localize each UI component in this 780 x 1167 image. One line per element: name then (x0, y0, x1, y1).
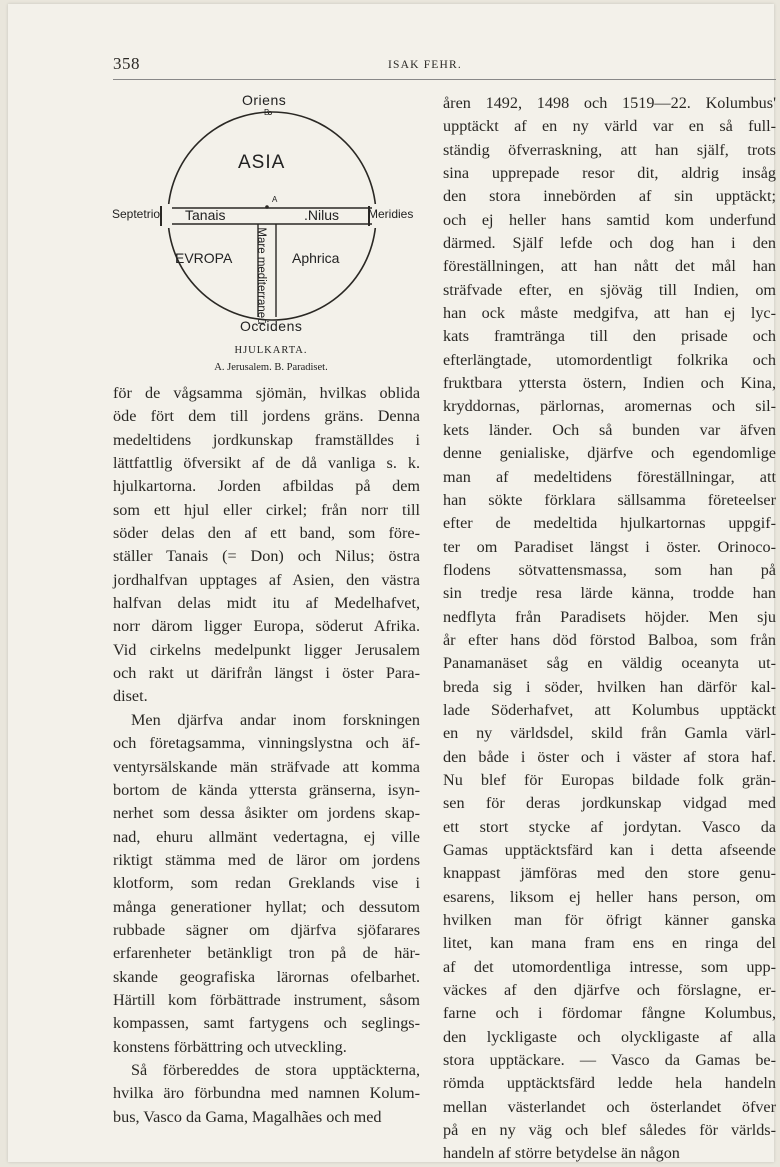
text-line: farne och i fördomar fångne Kolumbus, (443, 1004, 776, 1023)
text-line: sträfvade efter, en sjöväg till Indien, om (443, 280, 776, 299)
page-header (113, 48, 776, 78)
text-line: söder delas den af ett band, som före- (113, 524, 420, 543)
right-text-column (443, 92, 776, 1166)
text-line: han ock måste medgifva, att han ej lyc- (443, 304, 776, 323)
text-line: knappast jämföras med den store genu- (443, 864, 776, 883)
text-line: römda upptäcktsfärd ledde hela handeln (443, 1074, 776, 1093)
text-line: väckes af den djärfve och förslagne, er- (443, 981, 776, 1000)
text-line: Men djärfva andar inom forskningen (131, 710, 420, 729)
text-line: lade Söderhafvet, att Kolumbus upptäckt (443, 700, 776, 719)
label-evropa: EVROPA (175, 250, 233, 266)
text-line: nerhet som dessa åsikter om jordens skap- (113, 804, 420, 823)
label-occidens: Occidens (240, 318, 303, 334)
label-b: B (264, 108, 270, 117)
text-line: och ej heller hans samtid kom underfund (443, 210, 776, 229)
text-line: ett stort stycke af jordytan. Vasco da (443, 817, 776, 836)
text-line: riktigt stämma med de läror om jordens (113, 850, 420, 869)
label-aphrica: Aphrica (292, 250, 340, 266)
label-asia: ASIA (238, 152, 286, 173)
text-line: och rakt ut därifrån längst i öster Para- (113, 664, 420, 683)
figure-caption-title: HJULKARTA. (234, 345, 308, 356)
text-line: och företagsamma, vinningslystna och äf- (113, 734, 420, 753)
label-a: A (272, 195, 278, 204)
text-line: som ett hjul eller cirkel; från norr till (113, 500, 420, 519)
text-line: medeltidens jordkunskap framställdes i (113, 430, 420, 449)
left-text-column (113, 382, 420, 1129)
text-line: efterlängtade, utomordentligt folkrika och (443, 350, 776, 369)
text-line: han sökte förklara sällsamma företeelser (443, 490, 776, 509)
text-line: lättfattlig öfversikt af de då vanliga s. k. (113, 454, 420, 473)
text-line: sen för deras jordkunskap vidgad med (443, 794, 776, 813)
text-line: sina upprepade resor dit, aldrig insåg (443, 164, 776, 183)
label-tanais: Tanais (185, 207, 226, 223)
text-line: kets länder. Och så bunden var äfven (443, 420, 776, 439)
text-line: denne genialiske, djärfve och egendomlige (443, 444, 776, 463)
text-line: stora upptäckare. — Vasco da Gamas be- (443, 1051, 776, 1070)
text-line: den lyckligaste och olyckligaste af alla (443, 1027, 776, 1046)
text-line: kompassen, samt fartygens och seglings- (113, 1014, 420, 1033)
text-line: efter de medeltida hjulkartornas uppgif- (443, 514, 776, 533)
text-line: öde fört dem till jordens gräns. Denna (113, 407, 420, 426)
text-line: handeln af större betydelse än någon (443, 1144, 680, 1163)
text-line: man af medeltidens föreställningar, att (443, 467, 776, 486)
label-oriens: Oriens (242, 92, 287, 108)
text-line: för de vågsamma sjömän, hvilkas oblida (113, 384, 420, 402)
figure-caption-legend: A. Jerusalem. B. Paradiset. (214, 362, 328, 373)
page-number: 358 (113, 54, 140, 73)
text-line: många generationer hyllat; och dessutom (113, 897, 420, 916)
text-line: konstens förbättring och utveckling. (113, 1037, 347, 1056)
text-line: Nu blef för Europas bildade folk grän- (443, 770, 776, 789)
text-line: nad, ehuru allmänt vedertagna, ej ville (113, 827, 420, 846)
text-line: åren 1492, 1498 och 1519—22. Kolumbus' (443, 94, 776, 112)
text-line: rubbade sägner om djärfva sjöfarares (113, 920, 420, 939)
text-line: bortom de kända yttersta gränserna, isyn- (113, 780, 420, 799)
text-line: år efter hans död förstod Balboa, som från (443, 630, 776, 649)
text-line: på en ny väg och blef således för världs- (443, 1121, 776, 1140)
text-line: erfarenheter betänkligt tron på de här- (113, 944, 420, 963)
text-line: den både i öster och i väster af stora haf. (443, 747, 776, 766)
label-nilus: .Nilus (304, 207, 340, 223)
text-line: klotform, som redan Greklands vise i (113, 874, 420, 893)
text-line: ter om Paradiset längst i öster. Orinoco- (443, 537, 776, 556)
text-line: kats framtränga till den prisade och (443, 327, 776, 346)
text-line: bus, Vasco da Gama, Magalhães och med (113, 1107, 382, 1126)
header-rule (113, 79, 776, 80)
text-line: skande geografiska lärornas ofelbarhet. (113, 967, 420, 986)
text-line: en ny världsdel, skild från Gamla värl- (443, 724, 776, 743)
label-mare-mediterraneum: Mare mediterraneū (255, 227, 267, 325)
text-line: esarens, liksom ej heller hans person, om (443, 887, 776, 906)
text-line: sin tredje resa lärde känna, trodde han (443, 584, 776, 603)
text-line: nedflyta från Paradisets höjder. Men sju (443, 607, 776, 626)
text-line: föreställningen, att han nått det mål han (443, 257, 776, 276)
text-line: flodens sötvattensmassa, som han på (443, 560, 776, 579)
text-line: af det utomordentliga intresse, som upp- (443, 957, 776, 976)
text-line: kryddornas, pärlornas, aromernas och sil- (443, 397, 776, 416)
text-line: litet, kan mana fram ens en ringa del (443, 934, 776, 953)
text-line: Panamanäset såg en väldig oceanyta ut- (443, 654, 776, 673)
text-line: Härtill kom förbättrade instrument, såsom (113, 990, 420, 1009)
text-line: ständig öfverraskning, att han själf, trots (443, 140, 776, 159)
text-line: ventyrsälskande män sträfvade att komma (113, 757, 420, 776)
text-line: Så förbereddes de stora upptäckterna, (131, 1060, 420, 1079)
text-line: ställer Tanais (= Don) och Nilus; östra (113, 547, 420, 566)
text-line: breda sig i söder, hvilken han därför kal- (443, 677, 776, 696)
text-line: hvilka äro förbundna med namnen Kolum- (113, 1084, 420, 1103)
text-line: därmed. Själf lefde och dog han i den (443, 234, 776, 253)
text-line: fruktbara yttersta östern, Indien och Kina, (443, 374, 776, 393)
text-line: Gamas upptäcktsfärd kan i detta afseende (443, 841, 776, 859)
text-line: halfvan delas midt itu af Medelhafvet, (113, 594, 420, 613)
text-line: hjulkartorna. Jorden afbildas på dem (113, 477, 420, 496)
wheel-map-figure (112, 92, 430, 382)
label-septentrio: Septetrio (112, 207, 161, 221)
text-line: upptäckt af en ny värld var en så full- (443, 117, 776, 136)
text-line: Vid cirkelns medelpunkt ligger Jerusalem (113, 640, 420, 659)
running-head: ISAK FEHR. (388, 59, 462, 71)
text-line: mellan västerlandet och österlandet öfver (443, 1097, 776, 1116)
text-line: diset. (113, 687, 148, 706)
text-line: den stora innebörden af sin upptäckt; (443, 187, 776, 206)
label-meridies: Meridies (368, 207, 414, 221)
text-line: jordhalfvan upptages af Asien, den västra (113, 570, 420, 589)
text-line: norr därom ligger Europa, söderut Afrika. (113, 617, 420, 636)
text-line: hvilken man för öfrigt känner ganska (443, 911, 776, 930)
